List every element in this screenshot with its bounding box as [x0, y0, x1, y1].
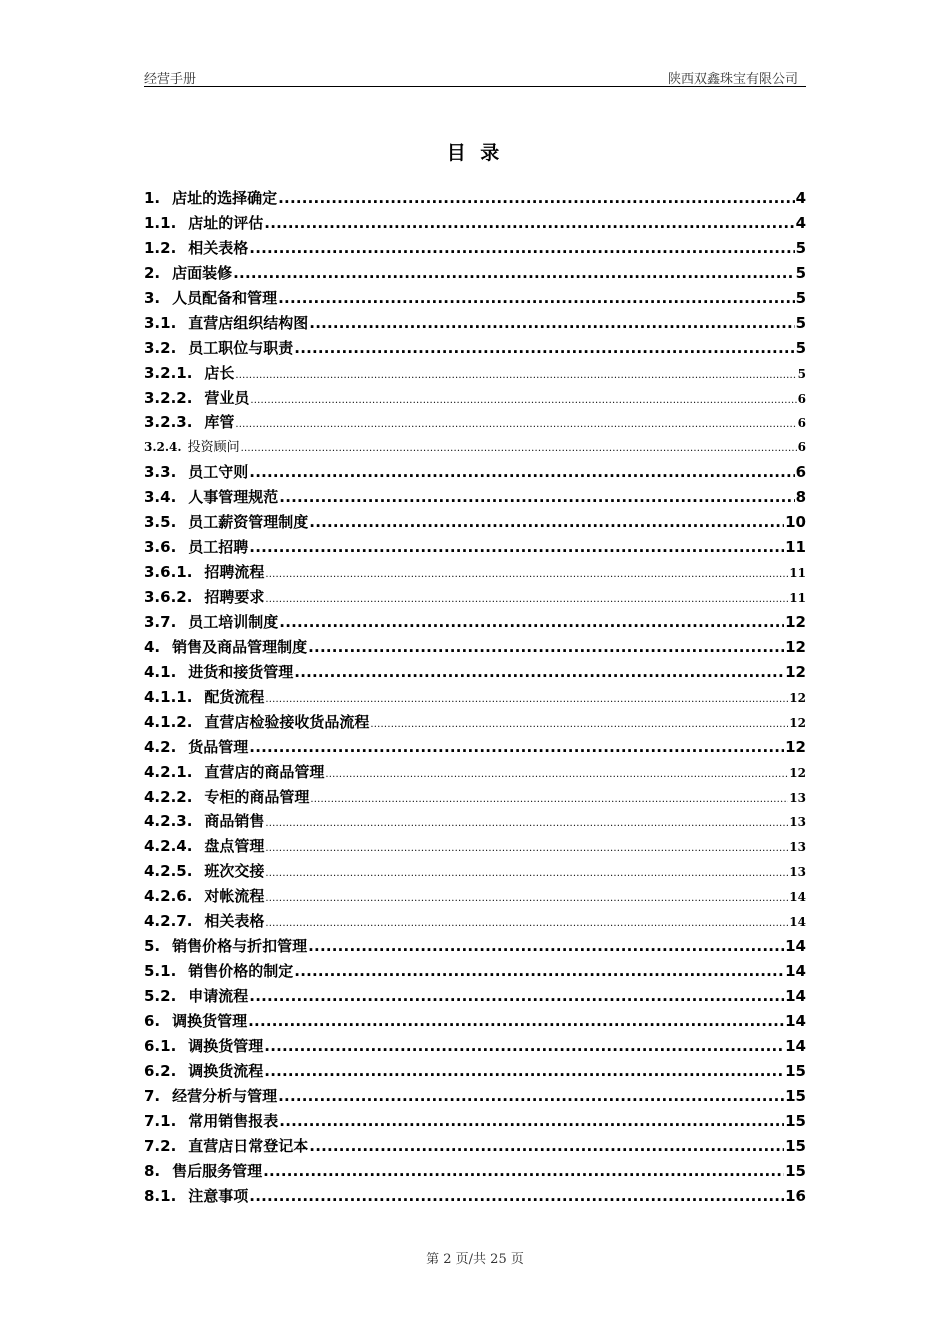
toc-entry[interactable]: [144, 261, 806, 286]
toc-entry-title: 货品管理: [188, 737, 249, 756]
toc-dot-leader: [249, 460, 794, 485]
toc-entry-number: 3.6.: [144, 538, 177, 557]
toc-entry-page: 12: [785, 637, 806, 656]
toc-entry-number: 4.2.1.: [144, 762, 193, 781]
toc-entry-title: 盘点管理: [204, 837, 265, 856]
toc-dot-leader: [235, 413, 796, 438]
toc-entry-number: 1.2.: [144, 238, 177, 257]
toc-entry-title: 经营分析与管理: [172, 1086, 278, 1105]
toc-title: 目 录: [446, 142, 504, 164]
toc-entry-page: 5: [795, 288, 806, 307]
toc-entry[interactable]: [144, 361, 806, 386]
toc-entry-title: 人事管理规范: [188, 488, 279, 507]
toc-dot-leader: [278, 186, 794, 211]
toc-entry-title: 投资顾问: [187, 440, 240, 456]
toc-entry-title: 相关表格: [188, 238, 249, 257]
toc-entry-page: 6: [797, 416, 806, 431]
toc-dot-leader: [278, 286, 794, 311]
toc-entry-title: 营业员: [204, 388, 250, 407]
toc-dot-leader: [249, 1184, 784, 1209]
toc-entry-number: 4.1.: [144, 662, 177, 681]
toc-entry-number: 8.1.: [144, 1186, 177, 1205]
toc-dot-leader: [249, 735, 784, 760]
toc-entry[interactable]: [144, 1184, 806, 1209]
toc-entry-page: 14: [785, 1011, 806, 1030]
toc-entry[interactable]: [144, 460, 806, 485]
toc-entry-page: 12: [785, 737, 806, 756]
toc-entry-page: 11: [789, 566, 806, 581]
toc-entry[interactable]: [144, 809, 806, 834]
toc-entry-title: 销售价格与折扣管理: [172, 937, 308, 956]
toc-dot-leader: [248, 1009, 784, 1034]
toc-entry[interactable]: [144, 585, 806, 610]
toc-dot-leader: [264, 211, 794, 236]
toc-entry-page: 12: [785, 662, 806, 681]
toc-entry-number: 5.2.: [144, 987, 177, 1005]
toc-entry-number: 3.2.: [144, 338, 177, 357]
toc-entry-page: 16: [785, 1186, 806, 1205]
toc-entry-title: 直营店检验接收货品流程: [204, 712, 370, 731]
toc-entry-title: 商品销售: [204, 812, 265, 831]
header-right-text: 陕西双鑫珠宝有限公司: [667, 72, 798, 87]
toc-dot-leader: [279, 485, 794, 510]
toc-entry[interactable]: [144, 760, 806, 785]
toc-entry-number: 1.1.: [144, 213, 177, 232]
toc-entry-number: 4.1.2.: [144, 712, 193, 731]
toc-entry[interactable]: [144, 286, 806, 311]
toc-entry-page: 15: [785, 1136, 806, 1155]
toc-entry[interactable]: [144, 1059, 806, 1084]
toc-entry[interactable]: [144, 884, 806, 909]
toc-entry-number: 7.: [144, 1086, 161, 1105]
toc-entry-title: 调换货流程: [188, 1061, 264, 1080]
toc-dot-leader: [294, 660, 784, 685]
toc-entry[interactable]: [144, 660, 806, 685]
toc-entry-page: 10: [785, 513, 806, 532]
toc-entry-page: 11: [789, 591, 806, 605]
toc-entry[interactable]: [144, 984, 806, 1009]
toc-entry-number: 4.2.: [144, 737, 177, 756]
toc-entry-page: 6: [795, 463, 806, 482]
toc-entry-number: 6.: [144, 1011, 161, 1030]
toc-entry-page: 6: [797, 440, 806, 455]
toc-entry[interactable]: [144, 959, 806, 984]
toc-entry[interactable]: [144, 610, 806, 635]
toc-entry-number: 4.: [144, 637, 161, 656]
toc-entry-title: 员工薪资管理制度: [188, 513, 309, 532]
toc-entry-number: 3.3.: [144, 463, 177, 482]
toc-entry-title: 店址的选择确定: [172, 189, 278, 207]
toc-entry-page: 5: [797, 366, 806, 381]
toc-entry[interactable]: [144, 560, 806, 585]
toc-entry-page: 12: [789, 690, 806, 705]
toc-entry-title: 配货流程: [204, 687, 265, 706]
toc-entry-page: 5: [795, 263, 806, 282]
toc-entry-title: 库管: [204, 413, 235, 432]
toc-entry-number: 4.2.6.: [144, 887, 193, 906]
toc-entry[interactable]: [144, 685, 806, 710]
toc-entry[interactable]: [144, 635, 806, 660]
toc-entry-number: 4.2.4.: [144, 837, 193, 856]
toc-entry[interactable]: [144, 485, 806, 510]
toc-dot-leader: [310, 788, 788, 813]
toc-entry-page: 13: [789, 865, 806, 880]
toc-entry[interactable]: [144, 236, 806, 261]
toc-entry-number: 2.: [144, 263, 161, 282]
toc-entry-number: 3.5.: [144, 513, 177, 532]
toc-entry-page: 15: [785, 1086, 806, 1105]
toc-entry-title: 专柜的商品管理: [204, 787, 310, 806]
toc-entry-title: 班次交接: [204, 862, 265, 881]
toc-entry[interactable]: [144, 1009, 806, 1034]
toc-entry-page: 6: [797, 391, 806, 406]
toc-entry-number: 3.6.2.: [144, 588, 193, 606]
toc-dot-leader: [264, 1034, 784, 1059]
toc-entry-title: 直营店组织结构图: [188, 313, 309, 332]
toc-entry-number: 3.: [144, 288, 161, 307]
toc-entry-number: 6.1.: [144, 1036, 177, 1055]
toc-dot-leader: [263, 1159, 784, 1184]
toc-dot-leader: [250, 389, 796, 414]
toc-dot-leader: [235, 364, 796, 389]
toc-entry[interactable]: [144, 211, 806, 236]
toc-entry-title: 员工职位与职责: [188, 338, 294, 357]
toc-entry-number: 4.2.5.: [144, 862, 193, 881]
toc-entry[interactable]: [144, 735, 806, 760]
toc-dot-leader: [249, 236, 794, 261]
toc-entry[interactable]: [144, 510, 806, 535]
toc-entry-title: 销售及商品管理制度: [172, 637, 308, 656]
toc-entry-number: 3.2.2.: [144, 388, 193, 407]
toc-entry-page: 15: [785, 1161, 806, 1180]
toc-entry-page: 13: [789, 840, 806, 855]
toc-entry[interactable]: [144, 1159, 806, 1184]
toc-dot-leader: [309, 510, 784, 535]
toc-entry-title: 员工守则: [188, 463, 249, 482]
toc-entry[interactable]: [144, 1109, 806, 1134]
toc-dot-leader: [308, 635, 784, 660]
toc-entry[interactable]: [144, 336, 806, 361]
toc-dot-leader: [309, 1134, 784, 1159]
toc-entry[interactable]: [144, 1034, 806, 1059]
toc-entry-title: 店长: [204, 363, 235, 382]
toc-entry-page: 4: [795, 189, 806, 207]
toc-entry[interactable]: [144, 859, 806, 884]
toc-entry-title: 员工招聘: [188, 538, 249, 557]
toc-entry-title: 申请流程: [188, 987, 249, 1005]
toc-dot-leader: [249, 984, 784, 1009]
toc-entry[interactable]: [144, 1084, 806, 1109]
toc-entry-title: 售后服务管理: [172, 1161, 263, 1180]
toc-dot-leader: [233, 261, 794, 286]
toc-entry[interactable]: [144, 435, 806, 460]
toc-entry-title: 销售价格的制定: [188, 962, 294, 981]
toc-entry[interactable]: [144, 934, 806, 959]
toc-entry-number: 1.: [144, 189, 161, 207]
toc-entry-title: 直营店日常登记本: [188, 1136, 309, 1155]
toc-entry[interactable]: [144, 386, 806, 411]
toc-entry-title: 招聘流程: [204, 563, 265, 582]
toc-dot-leader: [309, 311, 794, 336]
toc-entry-page: 12: [789, 765, 806, 780]
toc-entry-page: 15: [785, 1061, 806, 1080]
toc-entry-title: 调换货管理: [188, 1036, 264, 1055]
toc-entry-page: 13: [789, 790, 806, 805]
toc-dot-leader: [265, 812, 788, 837]
toc-entry-page: 5: [795, 238, 806, 257]
toc-dot-leader: [265, 563, 788, 588]
toc-dot-leader: [325, 763, 788, 788]
toc-entry-number: 3.4.: [144, 488, 177, 507]
toc-entry[interactable]: [144, 186, 806, 211]
toc-entry-page: 5: [795, 338, 806, 357]
toc-entry-title: 常用销售报表: [188, 1111, 279, 1130]
toc-entry-page: 15: [785, 1111, 806, 1130]
toc-entry-number: 6.2.: [144, 1061, 177, 1080]
toc-entry-number: 3.1.: [144, 313, 177, 332]
toc-entry-title: 招聘要求: [204, 588, 265, 606]
toc-entry-number: 3.6.1.: [144, 563, 193, 582]
toc-dot-leader: [265, 887, 788, 912]
toc-dot-leader: [265, 862, 788, 887]
toc-entry-title: 注意事项: [188, 1186, 249, 1205]
toc-entry[interactable]: [144, 311, 806, 336]
toc-entry-page: 12: [789, 715, 806, 730]
toc-entry-number: 3.2.3.: [144, 413, 193, 432]
toc-entry-title: 员工培训制度: [188, 612, 279, 631]
toc-entry-number: 4.1.1.: [144, 687, 193, 706]
toc-entry-page: 5: [795, 313, 806, 332]
toc-entry-title: 相关表格: [204, 912, 265, 931]
toc-entry-title: 调换货管理: [172, 1011, 248, 1030]
header-left-text: 经营手册: [144, 72, 197, 87]
toc-entry[interactable]: [144, 535, 806, 560]
toc-entry[interactable]: [144, 1134, 806, 1159]
toc-entry[interactable]: [144, 834, 806, 859]
toc-entry-number: 5.1.: [144, 962, 177, 981]
toc-entry-page: 4: [795, 213, 806, 232]
toc-dot-leader: [294, 336, 794, 361]
toc-entry-page: 14: [785, 987, 806, 1005]
toc-entry-page: 14: [785, 1036, 806, 1055]
toc-entry[interactable]: [144, 410, 806, 435]
toc-dot-leader: [264, 1059, 784, 1084]
toc-entry[interactable]: [144, 710, 806, 735]
toc-entry-title: 店面装修: [172, 263, 233, 282]
toc-entry-title: 进货和接货管理: [188, 662, 294, 681]
toc-entry[interactable]: [144, 909, 806, 934]
toc-dot-leader: [241, 437, 797, 462]
toc-entry-page: 14: [789, 890, 806, 905]
toc-entry-page: 14: [785, 962, 806, 981]
page-footer: 第 2 页/共 25 页: [426, 1252, 524, 1267]
toc-entry-number: 8.: [144, 1161, 161, 1180]
toc-entry-number: 3.7.: [144, 612, 177, 631]
toc-entry-number: 4.2.2.: [144, 787, 193, 806]
toc-entry-page: 8: [795, 488, 806, 507]
toc-dot-leader: [278, 1084, 784, 1109]
table-of-contents: [144, 186, 806, 1208]
page-header: [144, 68, 806, 87]
toc-dot-leader: [279, 610, 784, 635]
toc-entry-number: 7.2.: [144, 1136, 177, 1155]
toc-entry-page: 14: [785, 937, 806, 956]
toc-entry-page: 14: [789, 915, 806, 930]
toc-dot-leader: [279, 1109, 784, 1134]
toc-entry[interactable]: [144, 785, 806, 810]
toc-dot-leader: [265, 837, 788, 862]
toc-entry-page: 11: [785, 538, 806, 557]
toc-entry-number: 3.2.4.: [144, 440, 182, 455]
toc-entry-page: 13: [789, 815, 806, 830]
toc-entry-title: 店址的评估: [188, 213, 264, 232]
toc-dot-leader: [294, 959, 784, 984]
toc-entry-number: 7.1.: [144, 1111, 177, 1130]
toc-entry-number: 5.: [144, 937, 161, 956]
toc-entry-number: 4.2.7.: [144, 912, 193, 931]
toc-dot-leader: [308, 934, 784, 959]
toc-entry-title: 人员配备和管理: [172, 288, 278, 307]
toc-entry-number: 3.2.1.: [144, 363, 193, 382]
toc-entry-title: 对帐流程: [204, 887, 265, 906]
toc-entry-number: 4.2.3.: [144, 812, 193, 831]
toc-entry-title: 直营店的商品管理: [204, 762, 325, 781]
toc-dot-leader: [249, 535, 784, 560]
toc-entry-page: 12: [785, 612, 806, 631]
